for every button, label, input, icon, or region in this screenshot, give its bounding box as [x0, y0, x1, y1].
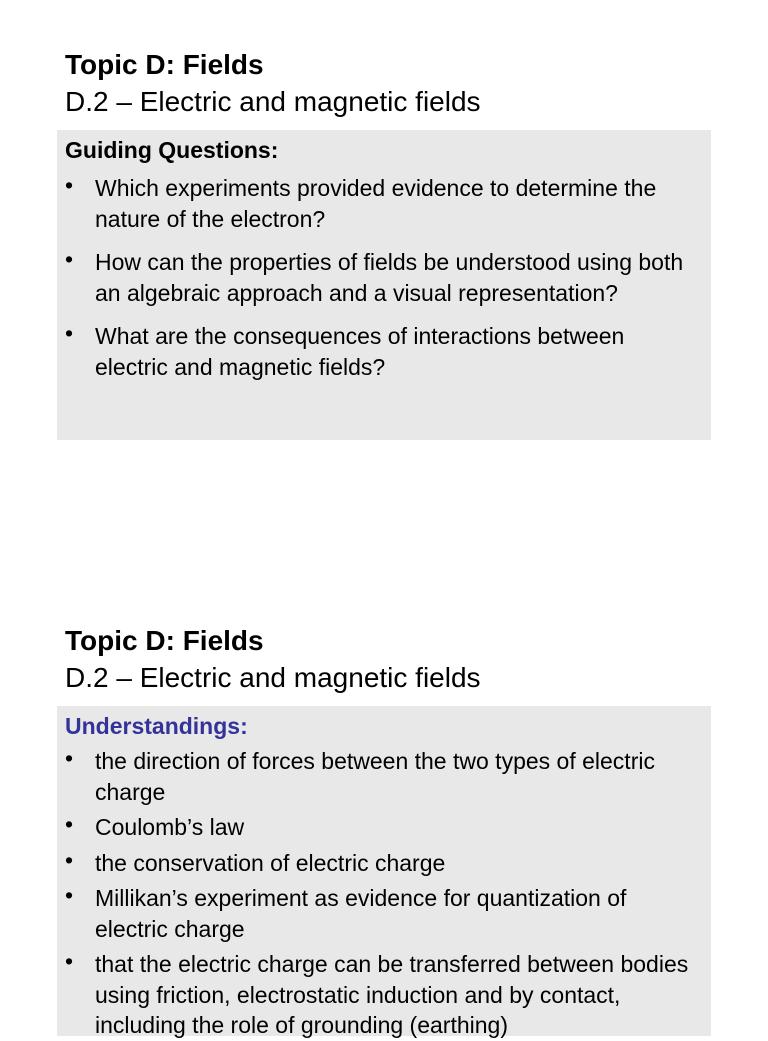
topic-subtitle: D.2 – Electric and magnetic fields [65, 662, 481, 693]
list-item-text: that the electric charge can be transferred between bodies using friction, electrostatic induction and by contact, including the role of grounding (earthing) [95, 951, 689, 1038]
bullet-icon: • [65, 882, 74, 908]
guiding-questions-heading: Guiding Questions: [65, 137, 279, 163]
guiding-questions-box [57, 130, 711, 440]
list-item-text: the conservation of electric charge [95, 849, 446, 876]
topic-title: Topic D: Fields [65, 625, 264, 656]
topic-subtitle: D.2 – Electric and magnetic fields [65, 86, 481, 117]
bullet-icon: • [65, 745, 74, 771]
list-item-text: What are the consequences of interactions between electric and magnetic fields? [95, 323, 625, 380]
bullet-icon: • [65, 811, 74, 837]
topic-title: Topic D: Fields [65, 49, 264, 80]
understandings-list [65, 746, 695, 1041]
bullet-icon: • [65, 246, 74, 272]
list-item [65, 812, 695, 843]
bullet-icon: • [65, 846, 74, 873]
bullet-icon: • [65, 172, 74, 198]
understandings-heading: Understandings: [65, 713, 248, 739]
list-item [65, 247, 695, 308]
list-item [65, 321, 695, 382]
list-item-text: the direction of forces between the two types of electric charge [95, 748, 655, 805]
list-item [65, 173, 695, 234]
list-item-text: Coulomb’s law [95, 814, 245, 840]
guiding-questions-list [65, 173, 695, 382]
list-item [65, 883, 695, 944]
list-item-text: Which experiments provided evidence to determine the nature of the electron? [95, 175, 657, 232]
bullet-icon: • [65, 948, 74, 974]
bullet-icon: • [65, 320, 74, 346]
list-item-text: How can the properties of fields be understood using both an algebraic approach and a visual representation? [95, 249, 684, 306]
understandings-box [57, 706, 711, 1036]
list-item-text: Millikan’s experiment as evidence for quantization of electric charge [95, 885, 627, 942]
list-item [65, 949, 695, 1041]
list-item [65, 848, 695, 879]
list-item [65, 746, 695, 807]
